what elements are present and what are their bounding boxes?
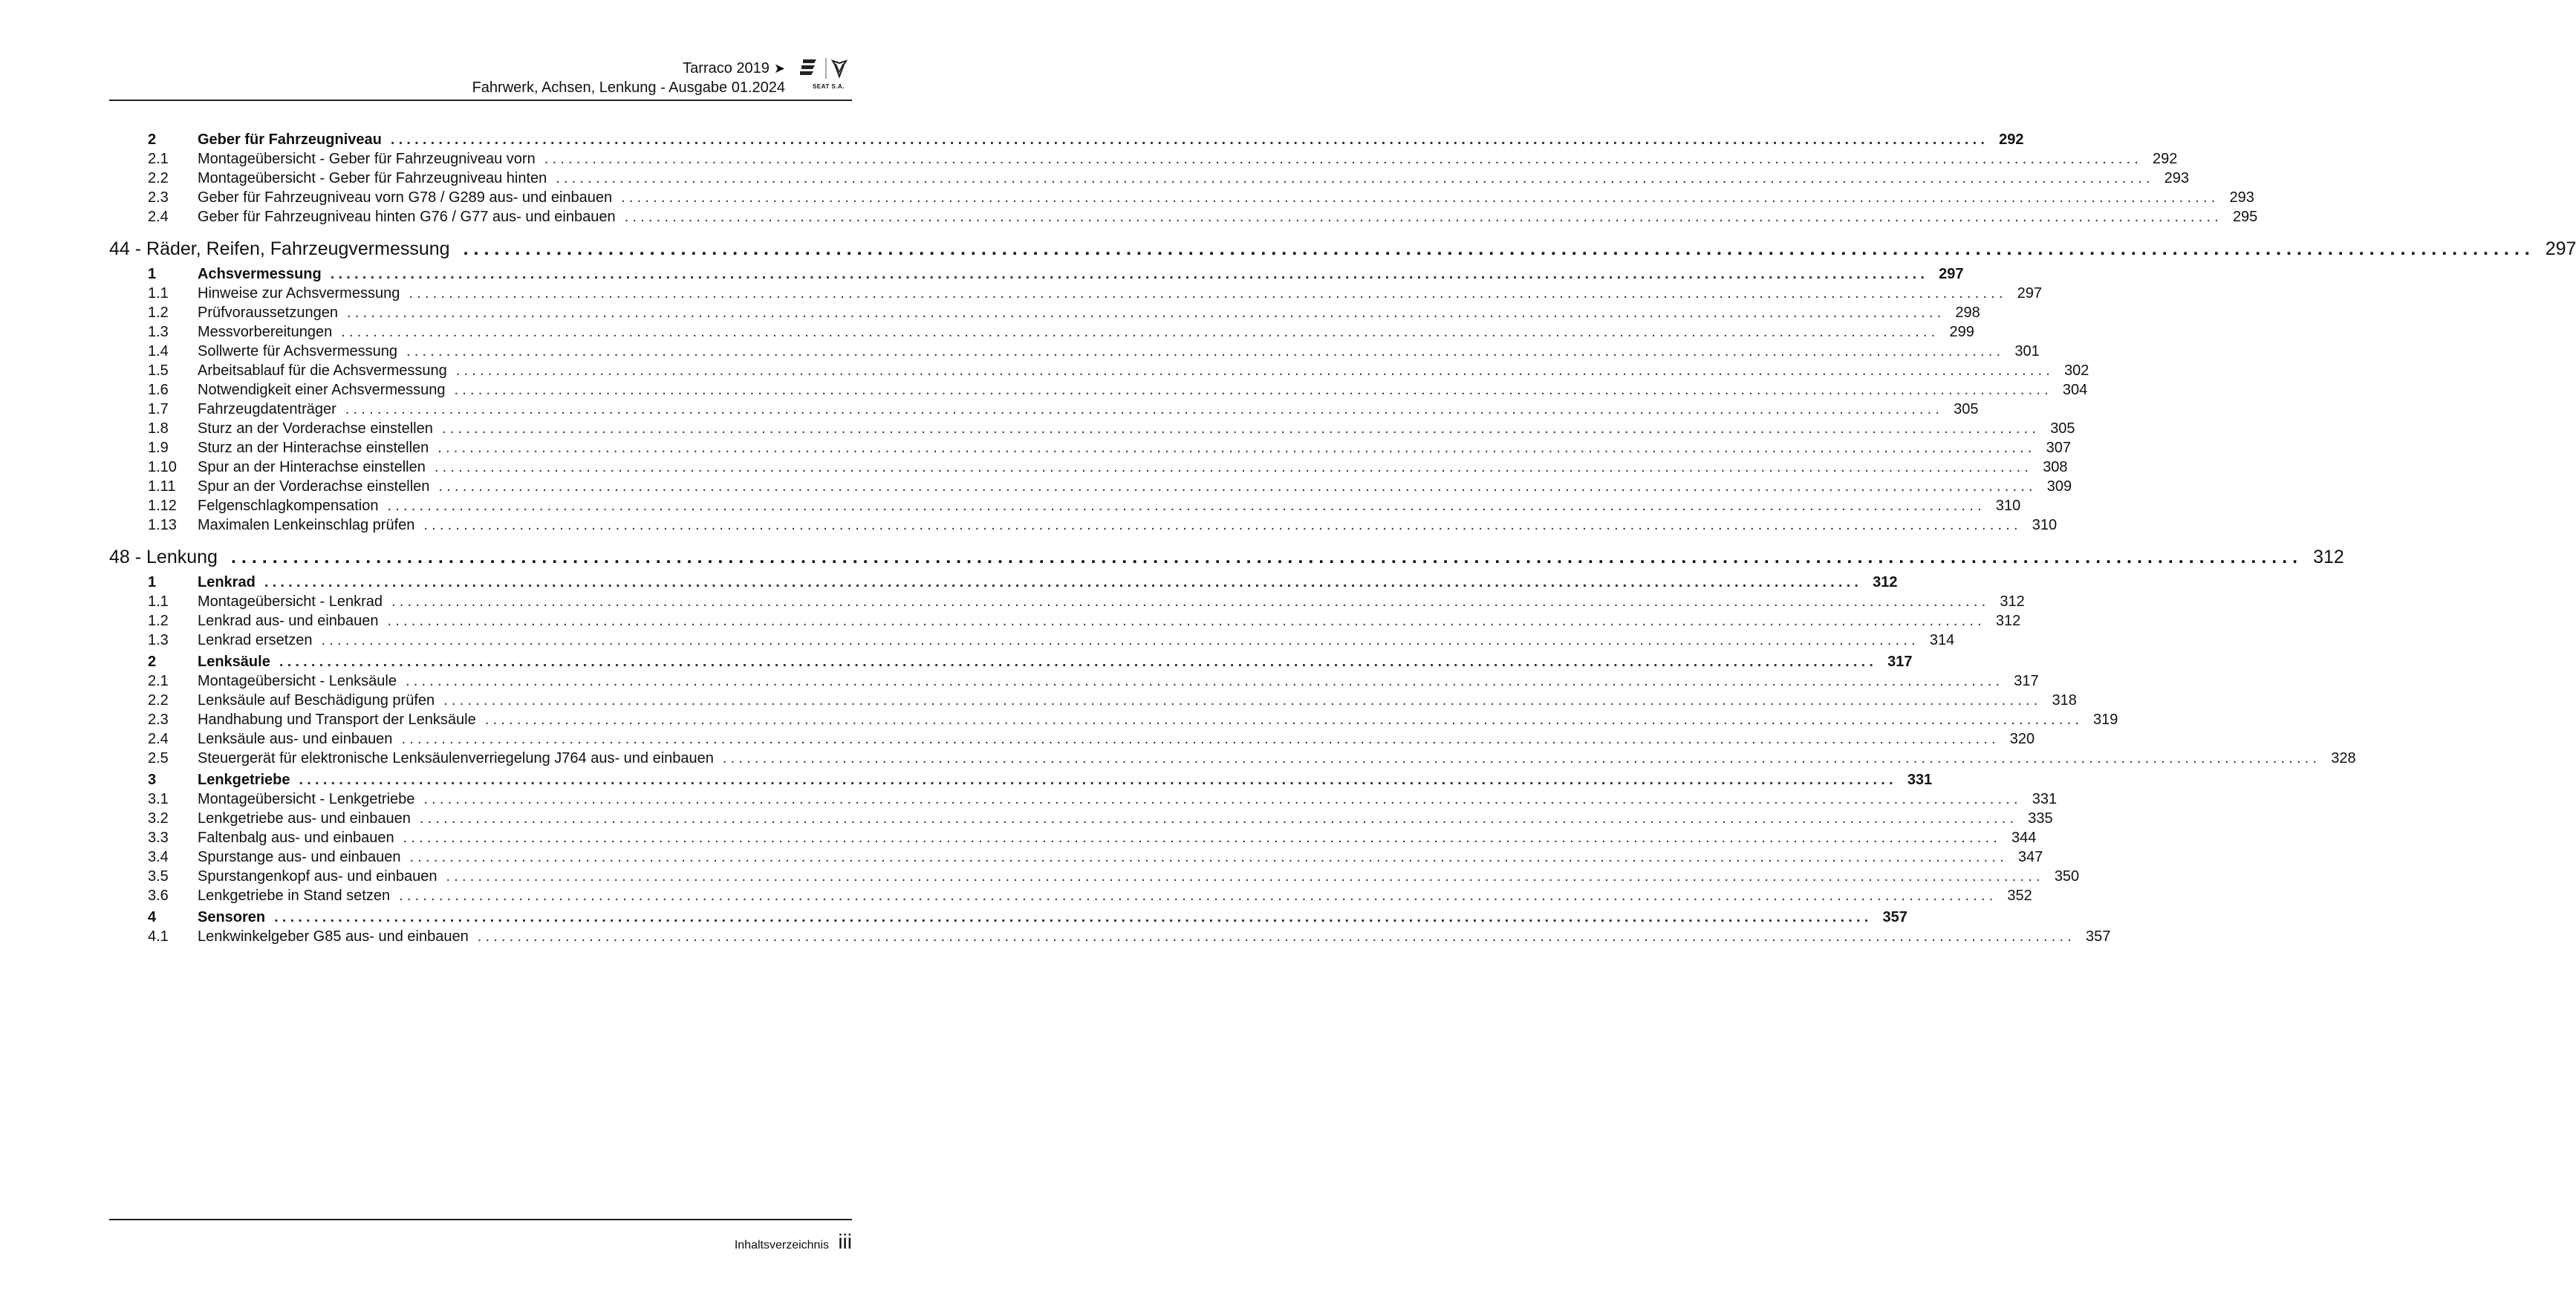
dot-leader: ........................................................................................................................................................................................................ (441, 420, 2040, 437)
dot-leader: ........................................................................................................................................................................................................ (544, 151, 2143, 167)
dot-leader: ........................................................................................................................................................................................................ (279, 654, 1878, 670)
entry-title: Montageübersicht - Lenkgetriebe (198, 791, 415, 807)
entry-title: Lenksäule (198, 654, 270, 670)
entry-title: Steuergerät für elektronische Lenksäulenverriegelung J764 aus- und einbauen (198, 750, 714, 766)
entry-title: Notwendigkeit einer Achsvermessung (198, 382, 446, 398)
dot-leader: ........................................................................................................................................................................................................ (409, 285, 2007, 302)
dot-leader: ........................................................................................................................................................................................................ (423, 517, 2022, 533)
dot-leader: ........................................................................................................................................................................................................ (443, 692, 2042, 709)
dot-leader: ........................................................................................................................................................................................................ (341, 324, 1939, 340)
entry-number: 2.2 (148, 692, 169, 709)
entry-page: 297 (1939, 266, 1964, 282)
entry-page: 298 (1955, 305, 1980, 321)
entry-title: Sollwerte für Achsvermessung (198, 343, 398, 359)
dot-leader: ........................................................................................................................................................................................................ (230, 547, 2303, 567)
toc-entry[interactable] (109, 750, 2356, 769)
toc-entry[interactable] (109, 712, 2118, 731)
dot-leader: ........................................................................................................................................................................................................ (454, 382, 2052, 398)
toc-entry[interactable] (109, 632, 1955, 651)
toc-section[interactable] (109, 131, 2024, 151)
toc-entry[interactable] (109, 459, 2068, 478)
dot-leader: ........................................................................................................................................................................................................ (391, 593, 1990, 610)
dot-leader: ........................................................................................................................................................................................................ (403, 830, 2001, 846)
entry-page: 357 (1882, 909, 1907, 925)
dot-leader: ........................................................................................................................................................................................................ (556, 170, 2154, 186)
entry-page: 357 (2086, 928, 2111, 945)
entry-title: Lenkwinkelgeber G85 aus- und einbauen (198, 928, 469, 945)
toc-section[interactable] (109, 654, 1913, 673)
entry-title: Geber für Fahrzeugniveau (198, 131, 382, 148)
entry-number: 2.1 (148, 673, 169, 689)
entry-page: 293 (2229, 189, 2254, 206)
entry-page: 312 (1995, 613, 2021, 629)
toc-entry[interactable] (109, 928, 2111, 948)
toc-entry[interactable] (109, 673, 2039, 692)
entry-page: 320 (2009, 731, 2035, 747)
toc-entry[interactable] (109, 830, 2037, 849)
toc-entry[interactable] (109, 151, 2178, 170)
entry-page: 307 (2046, 440, 2071, 456)
toc-entry[interactable] (109, 305, 1980, 324)
entry-page: 310 (2032, 517, 2058, 533)
dot-leader: ........................................................................................................................................................................................................ (390, 131, 1989, 148)
toc-section-group (109, 131, 2258, 228)
entry-title: Handhabung und Transport der Lenksäule (198, 712, 476, 728)
entry-number: 1.11 (148, 478, 176, 495)
entry-title: Montageübersicht - Lenkrad (198, 593, 383, 610)
toc-entry[interactable] (109, 478, 2072, 498)
dot-leader: ........................................................................................................................................................................................................ (484, 712, 2084, 728)
dot-leader: ........................................................................................................................................................................................................ (446, 868, 2044, 885)
toc-section-group (109, 772, 2080, 907)
dot-leader: ........................................................................................................................................................................................................ (463, 238, 2535, 259)
toc-entry[interactable] (109, 517, 2058, 536)
entry-page: 318 (2052, 692, 2077, 709)
entry-title: Lenksäule aus- und einbauen (198, 731, 393, 747)
toc-entry[interactable] (109, 440, 2071, 459)
entry-number: 1.2 (148, 305, 169, 321)
toc-chapter[interactable] (109, 238, 2576, 264)
toc-section[interactable] (109, 772, 1933, 791)
entry-page: 310 (1995, 498, 2021, 514)
dot-leader: ........................................................................................................................................................................................................ (419, 810, 2018, 827)
entry-title: Lenkrad aus- und einbauen (198, 613, 379, 629)
entry-number: 2 (148, 131, 157, 148)
chapter-title: 48 - Lenkung (109, 547, 218, 567)
chapter-title: 44 - Räder, Reifen, Fahrzeugvermessung (109, 238, 450, 259)
entry-number: 1.9 (148, 440, 169, 456)
footer-divider (109, 1219, 852, 1220)
toc-entry[interactable] (109, 791, 2058, 810)
toc-entry[interactable] (109, 382, 2088, 401)
entry-page: 347 (2017, 849, 2043, 865)
entry-number: 2.2 (148, 170, 169, 186)
entry-page: 301 (2014, 343, 2040, 359)
dot-leader: ........................................................................................................................................................................................................ (387, 498, 1985, 514)
entry-number: 3.5 (148, 868, 169, 885)
entry-title: Spurstange aus- und einbauen (198, 849, 401, 865)
entry-page: 292 (2153, 151, 2178, 167)
toc-section-group (109, 909, 2111, 948)
entry-title: Sensoren (198, 909, 266, 925)
toc-entry[interactable] (109, 810, 2053, 830)
dot-leader: ........................................................................................................................................................................................................ (434, 459, 2033, 475)
header-subtitle: Fahrwerk, Achsen, Lenkung - Ausgabe 01.2024 (472, 79, 785, 96)
entry-title: Lenkgetriebe in Stand setzen (198, 888, 391, 904)
entry-number: 1.13 (148, 517, 177, 533)
dot-leader: ........................................................................................................................................................................................................ (299, 772, 1897, 788)
entry-number: 1.12 (148, 498, 177, 514)
entry-number: 2.1 (148, 151, 169, 167)
toc-entry[interactable] (109, 189, 2254, 209)
toc-section-group (109, 574, 2025, 651)
entry-page: 314 (1929, 632, 1955, 648)
entry-number: 1.3 (148, 632, 169, 648)
entry-title: Lenkgetriebe aus- und einbauen (198, 810, 411, 827)
entry-page: 317 (1887, 654, 1913, 670)
entry-number: 1.7 (148, 401, 169, 417)
entry-number: 2.5 (148, 750, 169, 766)
entry-page: 304 (2062, 382, 2088, 398)
dot-leader: ........................................................................................................................................................................................................ (264, 574, 1863, 590)
header-divider (109, 100, 852, 101)
dot-leader: ........................................................................................................................................................................................................ (399, 888, 1997, 904)
header-model (683, 59, 785, 77)
dot-leader: ........................................................................................................................................................................................................ (477, 928, 2076, 945)
chapter-page: 297 (2545, 238, 2576, 259)
entry-title: Sturz an der Vorderachse einstellen (198, 420, 433, 437)
entry-number: 2 (148, 654, 157, 670)
entry-number: 1.1 (148, 285, 169, 302)
entry-page: 350 (2054, 868, 2080, 885)
toc-entry[interactable] (109, 849, 2043, 868)
entry-number: 1.4 (148, 343, 169, 359)
entry-number: 3.3 (148, 830, 169, 846)
dot-leader: ........................................................................................................................................................................................................ (624, 209, 2222, 225)
dot-leader: ........................................................................................................................................................................................................ (423, 791, 2022, 807)
entry-number: 2.4 (148, 209, 169, 225)
entry-number: 1.8 (148, 420, 169, 437)
dot-leader: ........................................................................................................................................................................................................ (387, 613, 1985, 629)
entry-number: 1.6 (148, 382, 169, 398)
entry-number: 2.4 (148, 731, 169, 747)
toc-section[interactable] (109, 909, 1907, 928)
entry-page: 312 (1873, 574, 1898, 590)
entry-page: 302 (2064, 362, 2089, 379)
dot-leader: ........................................................................................................................................................................................................ (406, 343, 2005, 359)
header-model-text: Tarraco 2019 (683, 60, 770, 77)
entry-page: 335 (2028, 810, 2053, 827)
toc-entry[interactable] (109, 170, 2189, 189)
entry-number: 2.3 (148, 712, 169, 728)
entry-page: 344 (2011, 830, 2037, 846)
toc-entry[interactable] (109, 868, 2080, 888)
entry-number: 2.3 (148, 189, 169, 206)
entry-number: 4 (148, 909, 157, 925)
toc-section-group (109, 266, 2089, 536)
entry-title: Lenkrad ersetzen (198, 632, 313, 648)
entry-number: 1.3 (148, 324, 169, 340)
entry-page: 331 (2032, 791, 2058, 807)
logo-caption: SEAT S.A. (812, 83, 845, 90)
entry-title: Messvorbereitungen (198, 324, 333, 340)
entry-title: Geber für Fahrzeugniveau hinten G76 / G77 aus- und einbauen (198, 209, 616, 225)
dot-leader: ........................................................................................................................................................................................................ (455, 362, 2055, 379)
dot-leader: ........................................................................................................................................................................................................ (438, 440, 2036, 456)
toc-entry[interactable] (109, 324, 1974, 343)
entry-page: 328 (2331, 750, 2356, 766)
toc-entry[interactable] (109, 498, 2021, 517)
dot-leader: ........................................................................................................................................................................................................ (321, 632, 1919, 648)
entry-number: 3.2 (148, 810, 169, 827)
toc-entry[interactable] (109, 209, 2258, 228)
entry-page: 295 (2232, 209, 2258, 225)
entry-title: Spurstangenkopf aus- und einbauen (198, 868, 438, 885)
toc-entry[interactable] (109, 593, 2025, 613)
dot-leader: ........................................................................................................................................................................................................ (274, 909, 1873, 925)
dot-leader: ........................................................................................................................................................................................................ (722, 750, 2321, 766)
entry-page: 319 (2093, 712, 2118, 728)
footer-page-number: iii (838, 1230, 852, 1253)
entry-number: 3.6 (148, 888, 169, 904)
toc-entry[interactable] (109, 343, 2040, 362)
entry-title: Achsvermessung (198, 266, 322, 282)
entry-number: 3 (148, 772, 157, 788)
entry-number: 3.1 (148, 791, 169, 807)
entry-title: Maximalen Lenkeinschlag prüfen (198, 517, 415, 533)
entry-page: 309 (2046, 478, 2072, 495)
entry-title: Prüfvoraussetzungen (198, 305, 339, 321)
toc-entry[interactable] (109, 362, 2089, 382)
toc-entry[interactable] (109, 420, 2075, 440)
entry-number: 1 (148, 266, 157, 282)
entry-title: Montageübersicht - Geber für Fahrzeugniveau hinten (198, 170, 547, 186)
entry-page: 299 (1949, 324, 1974, 340)
toc-section-group (109, 654, 2356, 769)
dot-leader: ........................................................................................................................................................................................................ (345, 401, 1944, 417)
dot-leader: ........................................................................................................................................................................................................ (347, 305, 1945, 321)
entry-number: 1 (148, 574, 157, 590)
toc-entry[interactable] (109, 731, 2035, 750)
toc-section[interactable] (109, 574, 1898, 593)
entry-page: 331 (1907, 772, 1933, 788)
entry-page: 312 (2000, 593, 2025, 610)
entry-page: 292 (1999, 131, 2024, 148)
toc-entry[interactable] (109, 888, 2032, 907)
entry-title: Lenkgetriebe (198, 772, 290, 788)
footer-label: Inhaltsverzeichnis (734, 1239, 829, 1251)
entry-page: 297 (2017, 285, 2043, 302)
entry-title: Fahrzeugdatenträger (198, 401, 336, 417)
dot-leader: ........................................................................................................................................................................................................ (401, 731, 2000, 747)
entry-title: Spur an der Vorderachse einstellen (198, 478, 430, 495)
entry-title: Montageübersicht - Lenksäule (198, 673, 397, 689)
chapter-page: 312 (2313, 547, 2344, 567)
entry-page: 317 (2014, 673, 2039, 689)
entry-number: 1.10 (148, 459, 177, 475)
entry-number: 1.2 (148, 613, 169, 629)
arrow-icon: ➤ (773, 61, 785, 76)
seat-cupra-logo (800, 56, 852, 97)
entry-page: 305 (1954, 401, 1979, 417)
toc-entry[interactable] (109, 692, 2077, 712)
entry-page: 352 (2007, 888, 2032, 904)
dot-leader: ........................................................................................................................................................................................................ (409, 849, 2008, 865)
toc-entry[interactable] (109, 401, 1979, 420)
dot-leader: ........................................................................................................................................................................................................ (438, 478, 2037, 495)
entry-number: 4.1 (148, 928, 169, 945)
entry-title: Sturz an der Hinterachse einstellen (198, 440, 429, 456)
toc-chapter[interactable] (109, 547, 2344, 572)
toc-entry[interactable] (109, 613, 2021, 632)
dot-leader: ........................................................................................................................................................................................................ (330, 266, 1929, 282)
entry-title: Faltenbalg aus- und einbauen (198, 830, 394, 846)
entry-page: 308 (2043, 459, 2068, 475)
entry-title: Montageübersicht - Geber für Fahrzeugniveau vorn (198, 151, 536, 167)
toc-section[interactable] (109, 266, 1964, 285)
dot-leader: ........................................................................................................................................................................................................ (621, 189, 2219, 206)
toc-entry[interactable] (109, 285, 2043, 305)
entry-number: 3.4 (148, 849, 169, 865)
entry-title: Felgenschlagkompensation (198, 498, 379, 514)
dot-leader: ........................................................................................................................................................................................................ (405, 673, 2004, 689)
entry-title: Hinweise zur Achsvermessung (198, 285, 400, 302)
page-header (109, 53, 852, 101)
entry-title: Spur an der Hinterachse einstellen (198, 459, 426, 475)
entry-title: Lenkrad (198, 574, 256, 590)
entry-title: Arbeitsablauf für die Achsvermessung (198, 362, 447, 379)
entry-page: 305 (2050, 420, 2075, 437)
table-of-contents (109, 131, 2576, 950)
entry-title: Geber für Fahrzeugniveau vorn G78 / G289 aus- und einbauen (198, 189, 613, 206)
entry-number: 1.5 (148, 362, 169, 379)
entry-title: Lenksäule auf Beschädigung prüfen (198, 692, 435, 709)
entry-number: 1.1 (148, 593, 169, 610)
entry-page: 293 (2164, 170, 2189, 186)
